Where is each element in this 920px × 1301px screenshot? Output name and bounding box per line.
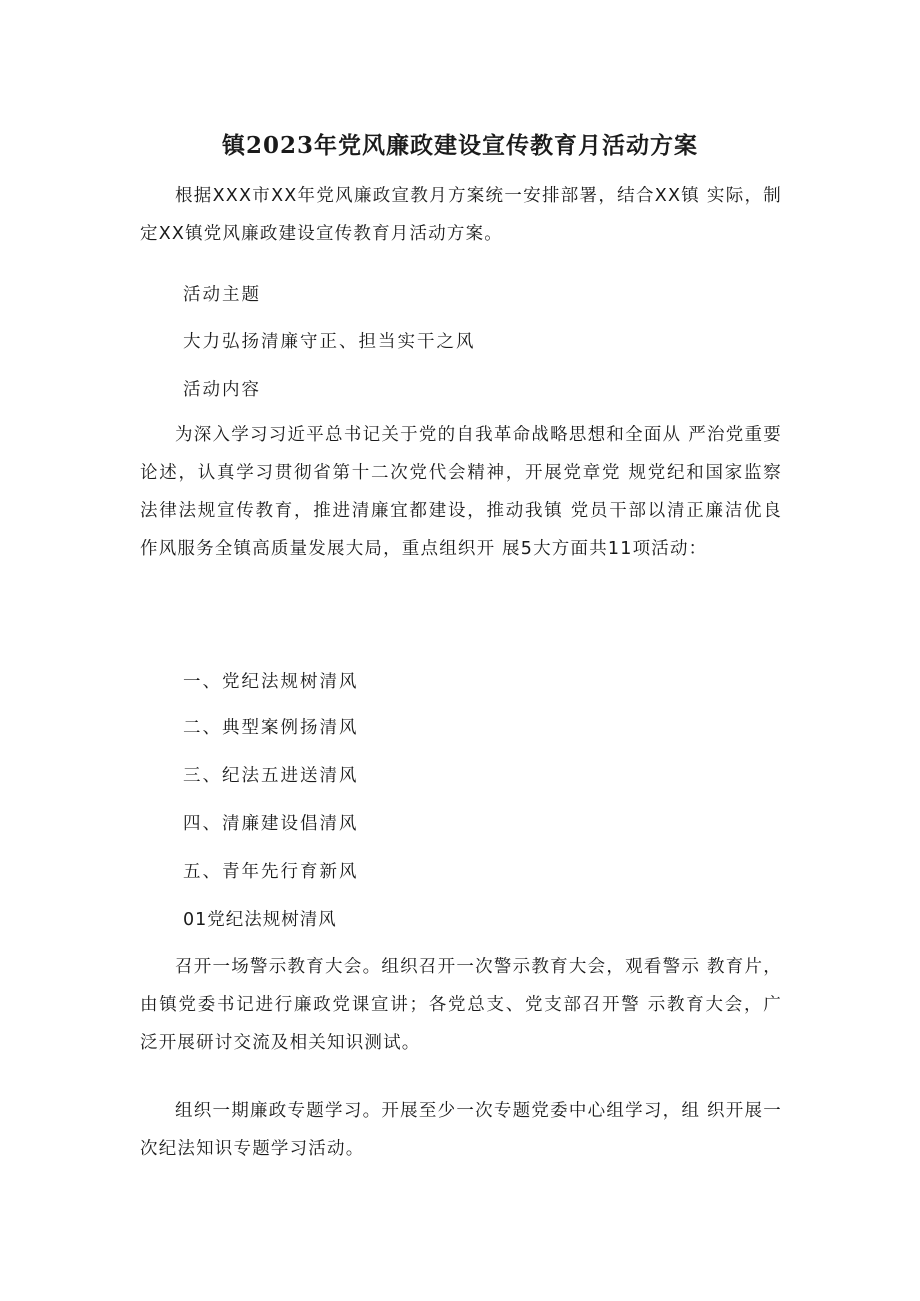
theme-heading: 活动主题 bbox=[183, 285, 261, 305]
document-title: 镇2023年党风廉政建设宣传教育月活动方案 bbox=[221, 132, 698, 159]
list-item: 四、清廉建设倡清风 bbox=[183, 814, 359, 834]
list-item: 二、典型案例扬清风 bbox=[183, 718, 359, 738]
intro-paragraph: 根据XXX市XX年党风廉政宣教月方案统一安排部署，结合XX镇 实际，制定XX镇党风廉政建设宣传教育月活动方案。 bbox=[140, 186, 782, 244]
list-item: 五、青年先行育新风 bbox=[183, 862, 359, 882]
content-heading: 活动内容 bbox=[183, 380, 261, 400]
section1-heading: 01党纪法规树清风 bbox=[183, 910, 337, 930]
section1-paragraph-1: 召开一场警示教育大会。组织召开一次警示教育大会，观看警示 教育片，由镇党委书记进行廉政党课宣讲；各党总支、党支部召开警 示教育大会，广泛开展研讨交流及相关知识测试。 bbox=[140, 957, 782, 1053]
section1-paragraph-2: 组织一期廉政专题学习。开展至少一次专题党委中心组学习，组 织开展一次纪法知识专题学习活动。 bbox=[140, 1101, 782, 1159]
list-item: 三、纪法五进送清风 bbox=[183, 766, 359, 786]
list-item: 一、党纪法规树清风 bbox=[183, 672, 359, 692]
theme-text: 大力弘扬清廉守正、担当实干之风 bbox=[183, 332, 476, 352]
content-paragraph: 为深入学习习近平总书记关于党的自我革命战略思想和全面从 严治党重要论述，认真学习贯彻省第十二次党代会精神，开展党章党 规党纪和国家监察法律法规宣传教育，推进清廉宜都建设，推动我镇 党员干部以清正廉洁优良作风服务全镇高质量发展大局，重点组织开 展5大方面共11项活动： bbox=[140, 425, 782, 559]
